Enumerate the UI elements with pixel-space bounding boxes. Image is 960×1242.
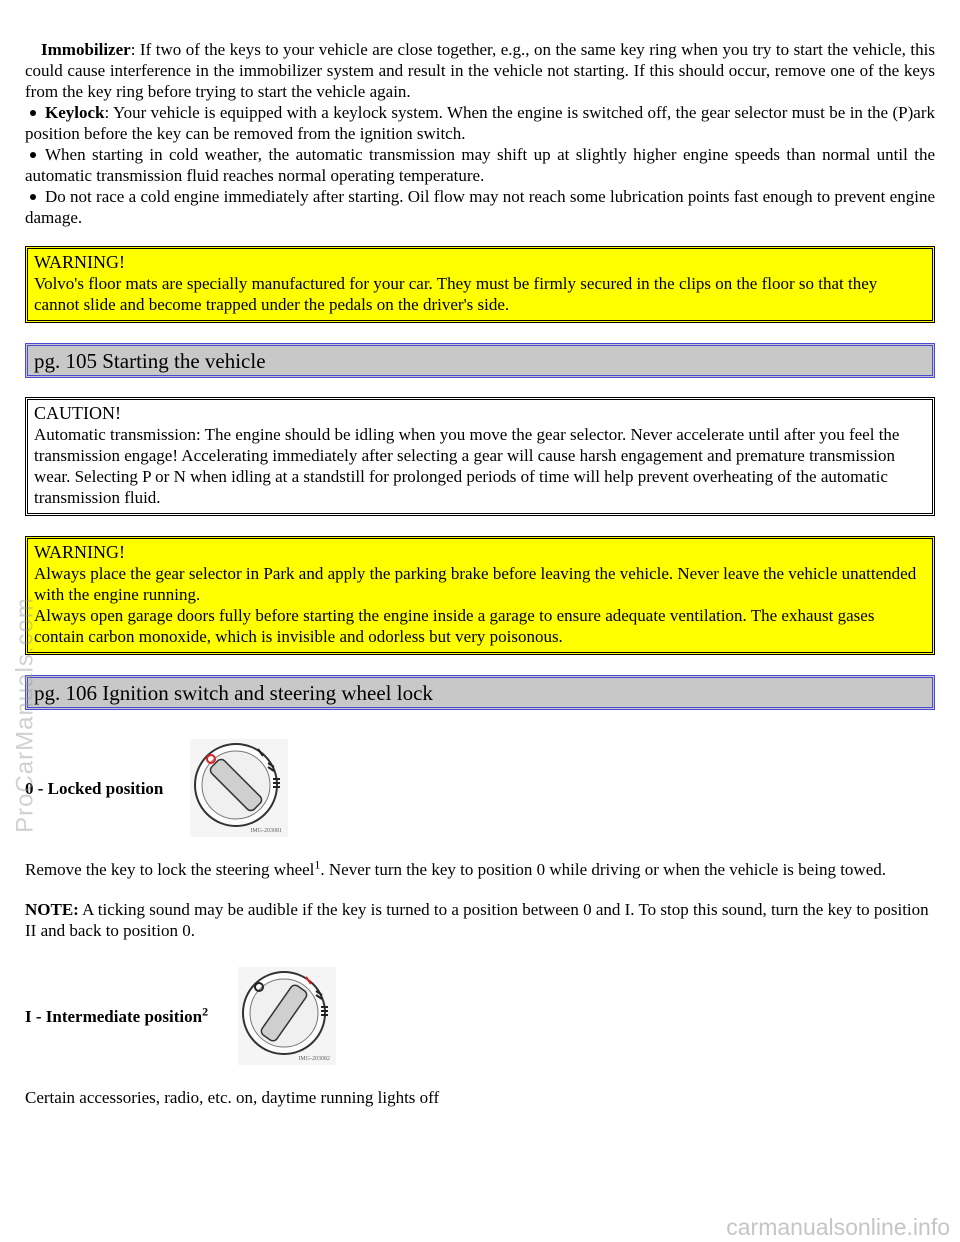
ignition-switch-illustration (238, 967, 336, 1065)
image-code: IMG-203082 (298, 1056, 330, 1062)
manual-page (25, 0, 935, 1108)
cold-engine-text: Do not race a cold engine immediately after starting. Oil flow may not reach some lubrication points fast enough to prevent engine damage. (25, 187, 935, 227)
note-label: NOTE: (25, 900, 79, 919)
keylock-text: : Your vehicle is equipped with a keylock system. When the engine is switched off, the gear selector must be in the (P)ark position before the key can be removed from the ignition switch. (25, 103, 935, 143)
caution-title: CAUTION! (34, 403, 121, 423)
position-0-row (25, 739, 935, 837)
section-heading-ignition (25, 675, 935, 710)
section-title: pg. 105 Starting the vehicle (34, 349, 266, 373)
section-title: pg. 106 Ignition switch and steering wheel lock (34, 681, 433, 705)
footer-watermark: carmanualsonline.info (726, 1214, 950, 1240)
warning-title: WARNING! (34, 252, 125, 272)
floor-mats-warning-box (25, 246, 935, 323)
ignition-intermediate-image (238, 967, 336, 1065)
position-0-label: 0 - Locked position (25, 778, 164, 798)
bullet-cold-weather (25, 144, 935, 186)
section-heading-starting-vehicle (25, 343, 935, 378)
immobilizer-term: Immobilizer (41, 40, 131, 59)
footnote-ref-1: 1 (314, 857, 321, 872)
caution-text: Automatic transmission: The engine should be idling when you move the gear selector. Never accelerate until after you feel the transmission engage! Accelerating immediately after selecting a gear will cause harsh engagement and premature transmission wear. Selecting P or N when idling at a standstill for prolonged periods of time will help prevent overheating of the automatic transmission fluid. (34, 425, 900, 507)
bullet-keylock (25, 102, 935, 144)
immobilizer-text: : If two of the keys to your vehicle are close together, e.g., on the same key ring when you try to start the vehicle, this could cause interference in the immobilizer system and result in the vehicle not starting. If this should occur, remove one of the keys from the key ring before trying to start the vehicle again. (25, 40, 935, 101)
keylock-term: Keylock (45, 103, 105, 122)
note-text: A ticking sound may be audible if the key is turned to a position between 0 and I. To stop this sound, turn the key to position II and back to position 0. (25, 900, 929, 940)
cold-weather-text: When starting in cold weather, the automatic transmission may shift up at slightly higher engine speeds than normal until the automatic transmission fluid reaches normal operating temperature. (25, 145, 935, 185)
position-1-label: I - Intermediate position$^2$ (25, 1003, 209, 1026)
warning-text: Volvo's floor mats are specially manufactured for your car. They must be firmly secured in the clips on the floor so that they cannot slide and become trapped under the pedals on the driver's side. (34, 274, 878, 314)
note-paragraph (25, 899, 935, 941)
warning-title: WARNING! (34, 542, 125, 562)
immobilizer-paragraph (25, 39, 935, 102)
caution-box (25, 397, 935, 516)
ignition-locked-image (190, 739, 288, 837)
position-1-description: Certain accessories, radio, etc. on, daytime running lights off (25, 1088, 440, 1107)
ignition-switch-illustration (190, 739, 288, 837)
sidebar-watermark: ProCarManuals.com (11, 597, 39, 833)
parking-warning-box (25, 536, 935, 655)
warning-text-garage: Always open garage doors fully before starting the engine inside a garage to ensure adequate ventilation. The exhaust gases contain carbon monoxide, which is invisible and odorless but very poisonous. (34, 606, 875, 646)
position-1-row (25, 967, 935, 1065)
image-code: IMG-203081 (250, 828, 282, 834)
bullet-cold-engine (25, 186, 935, 228)
bullet-list (25, 102, 935, 228)
warning-text-park: Always place the gear selector in Park and apply the parking brake before leaving the vehicle. Never leave the vehicle unattended with the engine running. (34, 564, 917, 604)
footnote-ref-2: 2 (202, 1003, 209, 1018)
position-0-description: Remove the key to lock the steering wheel$^1$. Never turn the key to position 0 while driving or when the vehicle is being towed. (25, 857, 886, 879)
